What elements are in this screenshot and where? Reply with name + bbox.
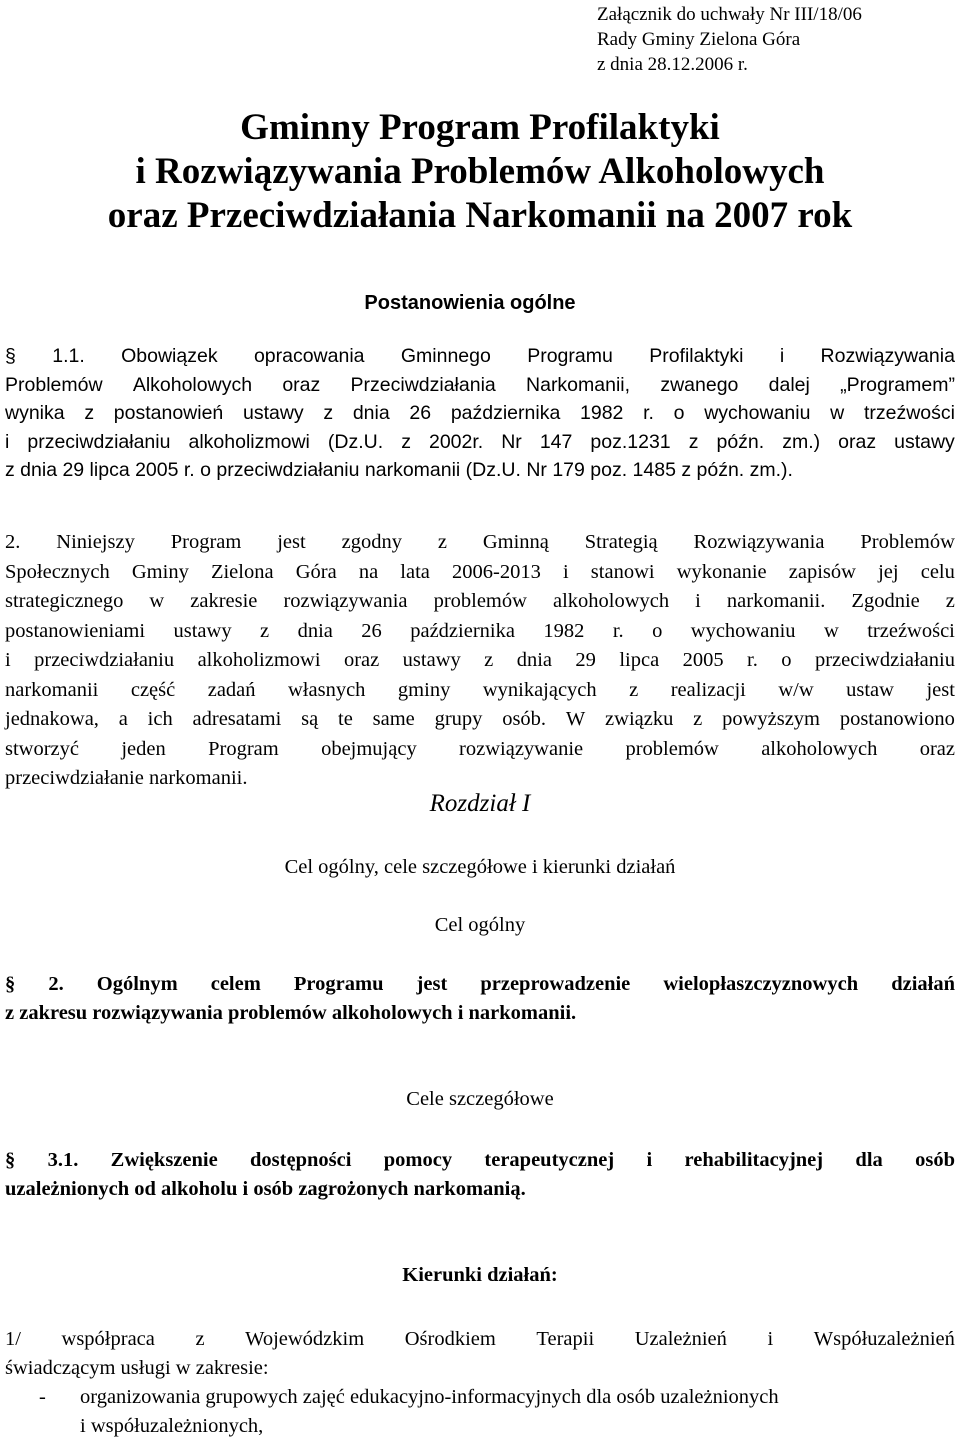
word: problemów bbox=[433, 590, 527, 612]
word: alkoholowych bbox=[552, 590, 670, 612]
word: związku bbox=[605, 708, 674, 730]
word: z bbox=[260, 619, 270, 642]
word: dnia bbox=[516, 649, 552, 671]
word: 2. bbox=[5, 531, 21, 553]
word: narkomanii bbox=[5, 678, 99, 701]
word: z bbox=[401, 430, 411, 453]
paragraph-1-line-3 bbox=[5, 399, 955, 428]
word: i bbox=[779, 345, 785, 367]
word: 26 bbox=[409, 402, 432, 424]
word: Góra bbox=[295, 560, 337, 583]
word: Zielona bbox=[210, 560, 274, 583]
word: obejmujący bbox=[321, 737, 417, 760]
word: Alkoholowych bbox=[132, 373, 253, 396]
word: 26 bbox=[361, 619, 382, 642]
word: osób bbox=[915, 1149, 955, 1171]
word: § bbox=[5, 1149, 16, 1171]
word: i bbox=[5, 430, 10, 453]
word: oraz bbox=[919, 737, 955, 760]
word: Terapii bbox=[536, 1328, 595, 1350]
word: r. bbox=[612, 619, 624, 642]
word: postanowieniami bbox=[5, 619, 146, 642]
word: Ogólnym bbox=[96, 973, 178, 995]
word: a bbox=[118, 708, 128, 730]
word: postanowień bbox=[113, 402, 224, 424]
cele-szczegolowe-line-2: uzależnionych od alkoholu i osób zagrożonych narkomanią. bbox=[5, 1178, 526, 1200]
word: te bbox=[338, 708, 353, 730]
word: dnia bbox=[297, 619, 333, 642]
paragraph-2 bbox=[5, 528, 955, 794]
word: przeciwdziałaniu bbox=[27, 430, 171, 453]
word: z bbox=[84, 402, 95, 424]
word: zapisów bbox=[788, 560, 856, 583]
word: Problemów bbox=[5, 373, 103, 396]
word: wielopłaszczyznowych bbox=[663, 973, 859, 995]
word: 29 bbox=[575, 649, 596, 671]
paragraph-2-line-3 bbox=[5, 587, 955, 617]
word: z bbox=[629, 678, 639, 701]
section-heading-postanowienia: Postanowienia ogólne bbox=[364, 292, 576, 314]
word: alkoholowych bbox=[761, 737, 878, 760]
word: i bbox=[5, 649, 11, 671]
kierunki-subitem-1-line-2: i współuzależnionych, bbox=[80, 1415, 264, 1437]
word: własnych bbox=[288, 678, 366, 701]
word: Program bbox=[170, 531, 242, 553]
kierunki-item-1-line-1 bbox=[5, 1325, 955, 1354]
word: § bbox=[5, 345, 16, 367]
word: dostępności bbox=[250, 1149, 352, 1171]
word: jednakowa, bbox=[5, 708, 99, 730]
word: stworzyć bbox=[5, 737, 80, 760]
word: opracowania bbox=[253, 345, 365, 367]
word: ich bbox=[147, 708, 173, 730]
word: oraz bbox=[282, 373, 321, 396]
word: 3.1. bbox=[47, 1149, 79, 1171]
word: lipca bbox=[619, 649, 660, 671]
word: strategicznego bbox=[5, 590, 124, 612]
paragraph-2-line-8 bbox=[5, 735, 955, 765]
paragraph-1-line-5: z dnia 29 lipca 2005 r. o przeciwdziałaniu narkomanii (Dz.U. Nr 179 poz. 1485 z późn. zm.). bbox=[5, 459, 793, 481]
word: są bbox=[301, 708, 319, 730]
word: i bbox=[695, 590, 701, 612]
word: gminy bbox=[397, 678, 451, 701]
word: Gminnego bbox=[400, 345, 491, 367]
word: w/w bbox=[778, 678, 814, 701]
word: w bbox=[149, 590, 165, 612]
word: Uzależnień bbox=[634, 1328, 727, 1350]
word: rehabilitacyjnej bbox=[684, 1149, 824, 1171]
word: § bbox=[5, 973, 16, 995]
paragraph-1 bbox=[5, 342, 955, 485]
word: 1/ bbox=[5, 1328, 21, 1350]
word: 1.1. bbox=[52, 345, 85, 367]
cel-ogolny-paragraph bbox=[5, 970, 955, 1028]
kierunki-subitem-1 bbox=[5, 1383, 955, 1441]
word: terapeutycznej bbox=[484, 1149, 615, 1171]
word: 147 bbox=[539, 430, 573, 453]
chapter-heading: Rozdział I bbox=[429, 790, 531, 817]
kierunki-heading: Kierunki działań: bbox=[402, 1264, 558, 1286]
cele-szczegolowe-heading: Cele szczegółowe bbox=[406, 1088, 554, 1110]
cel-ogolny-heading: Cel ogólny bbox=[434, 914, 526, 936]
word: Programu bbox=[527, 345, 613, 367]
word: jest bbox=[277, 531, 306, 553]
word: z bbox=[437, 531, 447, 553]
word: dnia bbox=[352, 402, 390, 424]
word: współpraca bbox=[61, 1328, 155, 1350]
cele-szczegolowe-paragraph bbox=[5, 1146, 955, 1204]
word: Współuzależnień bbox=[813, 1328, 955, 1350]
word: zwanego bbox=[660, 373, 739, 396]
word: część bbox=[130, 678, 176, 701]
kierunki-subitem-1-line-1: organizowania grupowych zajęć edukacyjno-informacyjnych dla osób uzależnionych bbox=[80, 1386, 779, 1408]
document-title bbox=[0, 106, 960, 238]
word: dalej bbox=[768, 373, 810, 396]
word: z bbox=[195, 1328, 205, 1350]
word: o bbox=[673, 402, 685, 424]
word: problemów bbox=[625, 737, 719, 760]
word: Zwiększenie bbox=[110, 1149, 218, 1171]
word: ustawy bbox=[242, 402, 304, 424]
word: Rozwiązywania bbox=[693, 531, 825, 553]
word: wykonanie bbox=[676, 560, 767, 583]
word: Profilaktyki bbox=[649, 345, 744, 367]
word: Zgodnie bbox=[851, 590, 920, 612]
word: 2002r. bbox=[428, 430, 484, 453]
word: lata bbox=[400, 560, 430, 583]
word: i bbox=[562, 560, 569, 583]
word: W bbox=[565, 708, 586, 730]
word: alkoholizmowi bbox=[197, 649, 321, 671]
word: „Programem” bbox=[840, 373, 955, 396]
word: Program bbox=[208, 737, 279, 760]
paragraph-2-line-5 bbox=[5, 646, 955, 676]
paragraph-1-line-4 bbox=[5, 428, 955, 457]
word: Przeciwdziałania bbox=[350, 373, 496, 396]
word: jeden bbox=[121, 737, 166, 760]
title-line-3: oraz Przeciwdziałania Narkomanii na 2007 rok bbox=[107, 195, 853, 236]
word: adresatami bbox=[192, 708, 282, 730]
word: Gminy bbox=[131, 560, 189, 583]
word: października bbox=[410, 619, 515, 642]
word: Strategią bbox=[584, 531, 658, 553]
word: 2. bbox=[48, 973, 64, 995]
word: przeciwdziałaniu bbox=[814, 649, 955, 671]
word: poz.1231 bbox=[590, 430, 671, 453]
word: z bbox=[323, 402, 334, 424]
word: Gminną bbox=[482, 531, 549, 553]
word: o bbox=[781, 649, 792, 671]
word: i bbox=[767, 1328, 774, 1350]
annex-line-2: Rady Gminy Zielona Góra bbox=[597, 29, 801, 50]
word: 1982 bbox=[580, 402, 624, 424]
word: pomocy bbox=[383, 1149, 453, 1171]
word: października bbox=[450, 402, 561, 424]
word: Społecznych bbox=[5, 560, 110, 583]
word: r. bbox=[747, 649, 758, 671]
word: z bbox=[688, 430, 699, 453]
word: wychowaniu bbox=[690, 619, 796, 642]
word: trzeźwości bbox=[867, 619, 955, 642]
word: rozwiązywania bbox=[283, 590, 408, 612]
cel-ogolny-line-2: z zakresu rozwiązywania problemów alkoholowych i narkomanii. bbox=[5, 1002, 577, 1024]
cel-ogolny-line-1 bbox=[5, 970, 955, 999]
paragraph-2-line-4 bbox=[5, 617, 955, 647]
word: przeprowadzenie bbox=[480, 973, 631, 995]
word: Niniejszy bbox=[56, 531, 135, 553]
word: Narkomanii, bbox=[526, 373, 631, 396]
word: 2006-2013 bbox=[452, 560, 541, 583]
word: powyższym bbox=[722, 708, 821, 730]
cele-szczegolowe-line-1 bbox=[5, 1146, 955, 1175]
word: zm.) bbox=[782, 430, 821, 453]
word: same bbox=[372, 708, 415, 730]
word: ustawy bbox=[894, 430, 955, 453]
word: alkoholizmowi bbox=[188, 430, 310, 453]
word: zakresie bbox=[190, 590, 258, 612]
word: wychowaniu bbox=[704, 402, 811, 424]
word: oraz bbox=[343, 649, 380, 671]
word: realizacji bbox=[670, 678, 746, 701]
word: Programu bbox=[293, 973, 384, 995]
word: ustawy bbox=[173, 619, 232, 642]
paragraph-2-line-7 bbox=[5, 705, 955, 735]
word: grupy bbox=[434, 708, 483, 730]
word: (Dz.U. bbox=[327, 430, 384, 453]
word: trzeźwości bbox=[863, 402, 955, 424]
word: zadań bbox=[207, 678, 256, 701]
word: r. bbox=[643, 402, 654, 424]
word: wynika bbox=[5, 402, 65, 424]
word: w bbox=[823, 619, 839, 642]
word: Problemów bbox=[860, 531, 955, 553]
title-line-1: Gminny Program Profilaktyki bbox=[240, 107, 720, 148]
paragraph-2-line-6 bbox=[5, 676, 955, 706]
word: Obowiązek bbox=[121, 345, 218, 367]
word: postanowiono bbox=[839, 708, 955, 730]
word: ustaw bbox=[846, 678, 894, 701]
word: narkomanii. bbox=[726, 590, 826, 612]
word: z bbox=[945, 590, 955, 612]
annex-note bbox=[597, 2, 862, 77]
chapter-subtitle: Cel ogólny, cele szczegółowe i kierunki działań bbox=[284, 856, 676, 878]
word: jej bbox=[878, 560, 899, 583]
paragraph-2-line-9: przeciwdziałanie narkomanii. bbox=[5, 767, 248, 789]
paragraph-1-line-1 bbox=[5, 342, 955, 371]
word: Nr bbox=[501, 430, 522, 453]
kierunki-item-1 bbox=[5, 1325, 955, 1383]
word: wynikających bbox=[482, 678, 597, 701]
word: 1982 bbox=[543, 619, 585, 642]
word: jest bbox=[926, 678, 955, 701]
word: jest bbox=[416, 973, 448, 995]
word: działań bbox=[891, 973, 955, 995]
word: celem bbox=[210, 973, 261, 995]
word: z bbox=[693, 708, 703, 730]
word: stanowi bbox=[590, 560, 655, 583]
word: Rozwiązywania bbox=[820, 345, 955, 367]
word: Wojewódzkim bbox=[245, 1328, 365, 1350]
word: z bbox=[484, 649, 494, 671]
word: Ośrodkiem bbox=[404, 1328, 496, 1350]
paragraph-2-line-1 bbox=[5, 528, 955, 558]
word: przeciwdziałaniu bbox=[34, 649, 175, 671]
annex-line-3: z dnia 28.12.2006 r. bbox=[597, 54, 748, 75]
word: rozwiązywanie bbox=[459, 737, 584, 760]
word: ustawy bbox=[402, 649, 461, 671]
kierunki-item-1-line-2: świadczącym usługi w zakresie: bbox=[5, 1357, 269, 1379]
word: zgodny bbox=[341, 531, 402, 553]
word: w bbox=[830, 402, 845, 424]
word: oraz bbox=[838, 430, 877, 453]
word: późn. bbox=[716, 430, 765, 453]
word: o bbox=[652, 619, 663, 642]
word: 2005 bbox=[682, 649, 724, 671]
word: dla bbox=[855, 1149, 883, 1171]
word: osób. bbox=[502, 708, 547, 730]
paragraph-2-line-2 bbox=[5, 558, 955, 588]
word: celu bbox=[920, 560, 955, 583]
word: na bbox=[358, 560, 379, 583]
annex-line-1: Załącznik do uchwały Nr III/18/06 bbox=[597, 4, 862, 25]
word: i bbox=[646, 1149, 653, 1171]
paragraph-1-line-2 bbox=[5, 371, 955, 400]
title-line-2: i Rozwiązywania Problemów Alkoholowych bbox=[135, 151, 825, 192]
list-dash: - bbox=[39, 1386, 46, 1408]
